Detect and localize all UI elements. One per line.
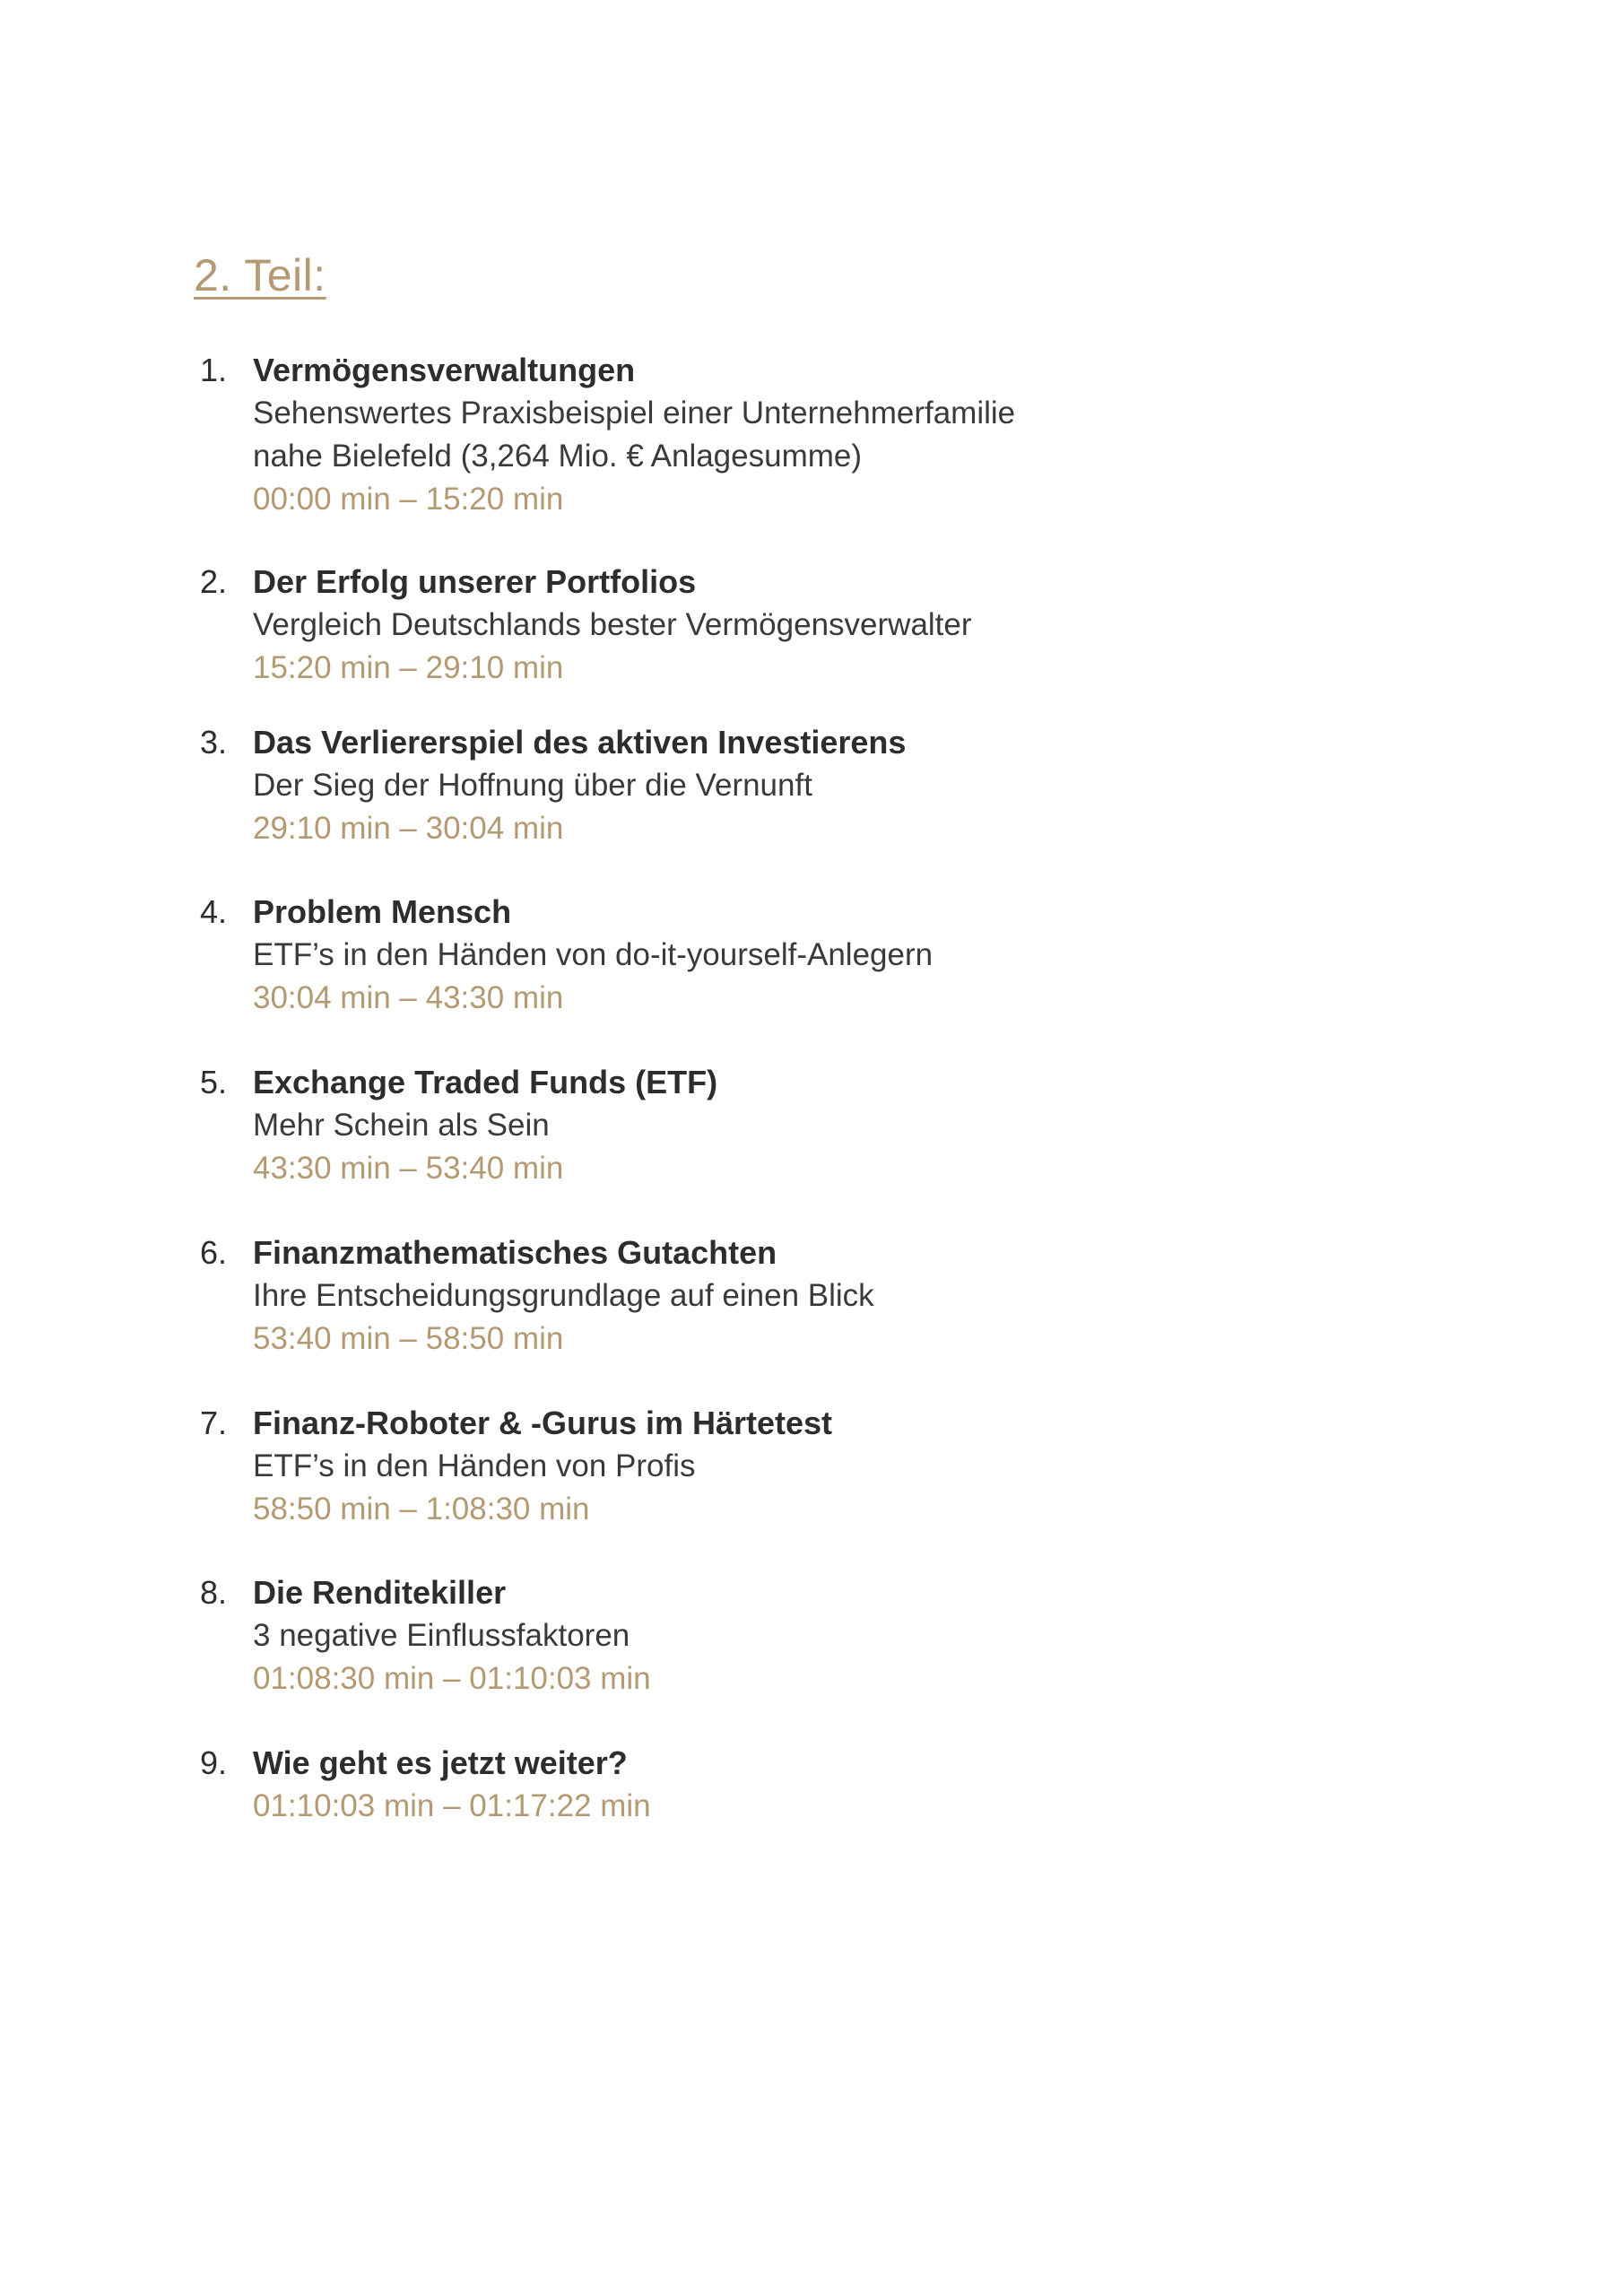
item-number: 4. — [200, 893, 228, 930]
item-description: 3 negative Einflussfaktoren — [253, 1618, 630, 1653]
item-heading: Problem Mensch — [253, 893, 512, 930]
item-heading: Exchange Traded Funds (ETF) — [253, 1064, 718, 1100]
item-heading: Finanz-Roboter & -Gurus im Härtetest — [253, 1405, 833, 1441]
item-number: 7. — [200, 1405, 228, 1441]
item-heading: Vermögensverwaltungen — [253, 352, 636, 388]
item-heading: Die Renditekiller — [253, 1574, 507, 1611]
item-description: Vergleich Deutschlands bester Vermögensverwalter — [253, 607, 972, 642]
item-number: 1. — [200, 352, 228, 388]
item-description: Der Sieg der Hoffnung über die Vernunft — [253, 768, 812, 803]
item-heading: Finanzmathematisches Gutachten — [253, 1234, 777, 1271]
item-time-range: 01:10:03 min – 01:17:22 min — [253, 1788, 651, 1823]
item-number: 6. — [200, 1234, 228, 1271]
item-description: ETF’s in den Händen von Profis — [253, 1448, 696, 1483]
item-time-range: 53:40 min – 58:50 min — [253, 1321, 564, 1356]
item-time-range: 58:50 min – 1:08:30 min — [253, 1492, 590, 1526]
item-number: 5. — [200, 1064, 228, 1100]
section-title: 2. Teil: — [194, 250, 326, 300]
item-description: Ihre Entscheidungsgrundlage auf einen Blick — [253, 1278, 874, 1313]
item-number: 9. — [200, 1744, 228, 1781]
item-time-range: 30:04 min – 43:30 min — [253, 980, 564, 1015]
item-number: 3. — [200, 724, 228, 761]
item-heading: Wie geht es jetzt weiter? — [253, 1744, 628, 1781]
item-time-range: 43:30 min – 53:40 min — [253, 1151, 564, 1186]
item-time-range: 00:00 min – 15:20 min — [253, 482, 564, 517]
item-heading: Das Verliererspiel des aktiven Investierens — [253, 724, 907, 761]
item-description: Sehenswertes Praxisbeispiel einer Unternehmerfamilie — [253, 396, 1016, 430]
item-description: Mehr Schein als Sein — [253, 1108, 550, 1143]
item-time-range: 01:08:30 min – 01:10:03 min — [253, 1661, 651, 1696]
item-description: nahe Bielefeld (3,264 Mio. € Anlagesumme) — [253, 439, 863, 474]
item-time-range: 29:10 min – 30:04 min — [253, 811, 564, 846]
item-heading: Der Erfolg unserer Portfolios — [253, 563, 697, 600]
item-number: 8. — [200, 1574, 228, 1611]
item-number: 2. — [200, 563, 228, 600]
item-description: ETF’s in den Händen von do-it-yourself-Anlegern — [253, 937, 934, 972]
item-time-range: 15:20 min – 29:10 min — [253, 650, 564, 685]
